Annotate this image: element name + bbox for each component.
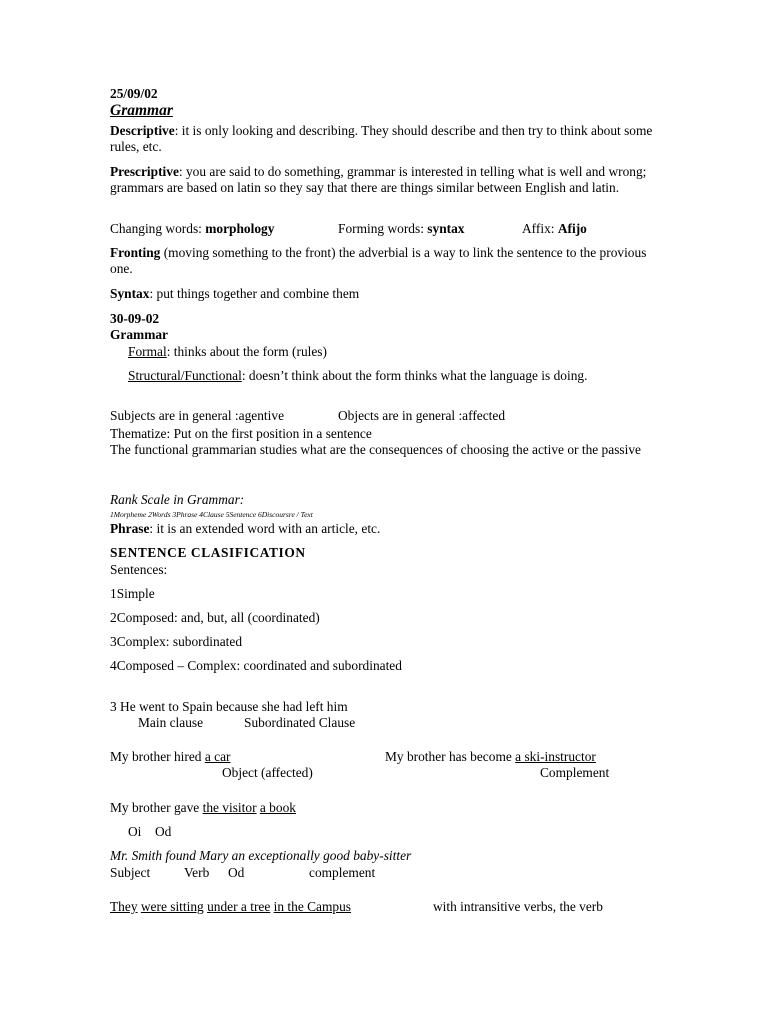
phrase-paragraph <box>110 521 380 537</box>
section-heading: Grammar <box>110 102 173 119</box>
sentences-label: Sentences: <box>110 562 168 577</box>
affix <box>522 221 587 237</box>
od-label: Od <box>228 865 245 880</box>
date-heading: 30-09-02 <box>110 311 160 326</box>
underlined-adverbial: under a tree <box>207 899 271 914</box>
example-sentence <box>110 800 296 816</box>
intransitive-note: with intransitive verbs, the verb <box>433 899 603 914</box>
subject-label: Subject <box>110 865 151 880</box>
underlined-indirect-object: the visitor <box>202 800 257 815</box>
descriptive-paragraph <box>110 123 658 155</box>
changing-words <box>110 221 274 237</box>
example-sentence: 3 He went to Spain because she had left him <box>110 699 348 714</box>
sentence-type-item: 4Composed – Complex: coordinated and subordinated <box>110 658 402 673</box>
text: My brother hired <box>110 749 205 764</box>
underlined-direct-object: a book <box>259 800 296 815</box>
rank-scale-title: Rank Scale in Grammar: <box>110 492 245 507</box>
functional-paragraph: The functional grammarian studies what are the consequences of choosing the active or the passive <box>110 442 641 457</box>
prescriptive-paragraph <box>110 164 658 196</box>
forming-words <box>338 221 465 237</box>
term: Fronting <box>110 245 161 260</box>
object-label: Object (affected) <box>222 765 313 780</box>
formal-item <box>128 344 327 360</box>
verb-label: Verb <box>184 865 210 880</box>
example-sentence <box>110 749 230 765</box>
term: Syntax <box>110 286 150 301</box>
section-heading: Grammar <box>110 327 169 342</box>
text: My brother gave <box>110 800 203 815</box>
label: Changing words: <box>110 221 206 236</box>
complement-label: complement <box>309 865 376 880</box>
underlined-verb: were sitting <box>140 899 204 914</box>
fronting-paragraph <box>110 245 658 277</box>
oi-label: Oi <box>128 824 142 839</box>
term: Prescriptive <box>110 164 179 179</box>
definition: : put things together and combine them <box>149 286 360 301</box>
structural-item <box>128 368 628 384</box>
label: Affix: <box>522 221 558 236</box>
thematize-line: Thematize: Put on the first position in a sentence <box>110 426 372 441</box>
underlined-subject: They <box>110 899 138 914</box>
date-heading: 25/09/02 <box>110 86 158 101</box>
definition: : it is an extended word with an article, etc. <box>149 521 381 536</box>
definition: : thinks about the form (rules) <box>166 344 327 359</box>
definition: : you are said to do something, grammar is interested in telling what is well and wrong; grammars are based on latin so they say that there are things similar between English and latin. <box>110 164 647 195</box>
definition: : it is only looking and describing. They should describe and then try to think about some rules, etc. <box>110 123 653 154</box>
subordinated-clause-label: Subordinated Clause <box>244 715 356 730</box>
underlined-adverbial: in the Campus <box>273 899 352 914</box>
example-sentence <box>110 899 351 915</box>
underlined-object: a car <box>204 749 231 764</box>
term: syntax <box>427 221 465 236</box>
text: My brother has become <box>385 749 516 764</box>
objects-line: Objects are in general :affected <box>338 408 506 423</box>
term: Afijo <box>557 221 587 236</box>
term: Phrase <box>110 521 150 536</box>
sentence-type-item: 2Composed: and, but, all (coordinated) <box>110 610 320 625</box>
term: Descriptive <box>110 123 175 138</box>
sentence-type-item: 3Complex: subordinated <box>110 634 243 649</box>
example-sentence: Mr. Smith found Mary an exceptionally good baby-sitter <box>110 848 412 863</box>
clasification-heading: SENTENCE CLASIFICATION <box>110 545 306 560</box>
rank-scale-items: 1Morpheme 2Words 3Phrase 4Clause 5Sentence 6Discoursre / Text <box>110 510 313 519</box>
term: Structural/Functional <box>128 368 242 383</box>
complement-label: Complement <box>540 765 610 780</box>
example-sentence <box>385 749 596 765</box>
label: Forming words: <box>338 221 428 236</box>
definition: (moving something to the front) the adverbial is a way to link the sentence to the provious one. <box>110 245 647 276</box>
underlined-complement: a ski-instructor <box>515 749 596 764</box>
od-label: Od <box>155 824 172 839</box>
sentence-type-item: 1Simple <box>110 586 155 601</box>
main-clause-label: Main clause <box>138 715 204 730</box>
term: Formal <box>128 344 167 359</box>
definition: : doesn’t think about the form thinks what the language is doing. <box>241 368 588 383</box>
subjects-line: Subjects are in general :agentive <box>110 408 285 423</box>
syntax-paragraph <box>110 286 359 302</box>
term: morphology <box>205 221 275 236</box>
